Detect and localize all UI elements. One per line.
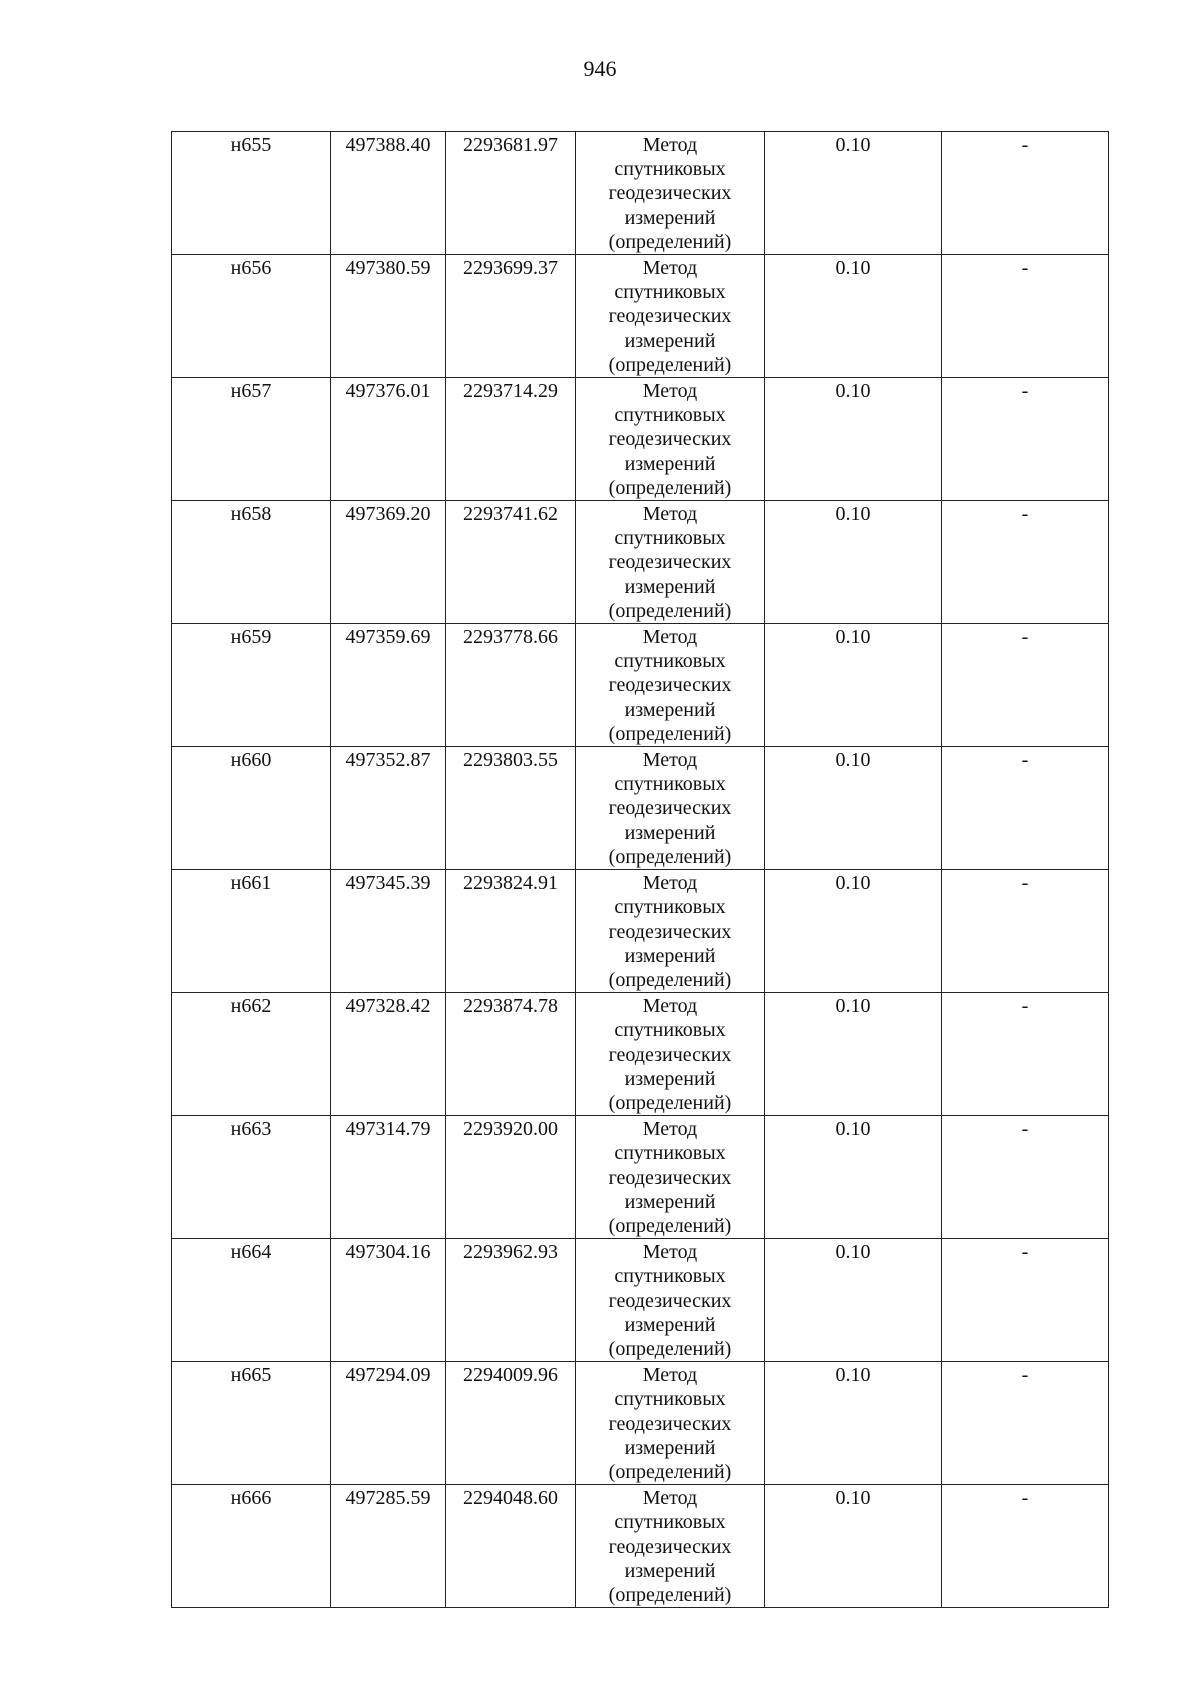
accuracy-cell: 0.10 xyxy=(765,747,942,870)
method-cell xyxy=(576,378,765,501)
x-coordinate-cell: 497345.39 xyxy=(331,870,446,993)
y-coordinate-cell: 2293699.37 xyxy=(446,255,576,378)
method-cell xyxy=(576,255,765,378)
x-coordinate-cell: 497380.59 xyxy=(331,255,446,378)
method-text: Метод спутниковых геодезических измерений (определений) xyxy=(608,380,732,499)
table-row xyxy=(172,747,1109,870)
method-cell xyxy=(576,132,765,255)
accuracy-cell: 0.10 xyxy=(765,378,942,501)
accuracy-cell: 0.10 xyxy=(765,870,942,993)
x-coordinate-cell: 497359.69 xyxy=(331,624,446,747)
coordinates-table xyxy=(171,131,1109,1608)
page-number: 946 xyxy=(583,56,617,81)
point-name-cell: н662 xyxy=(172,993,331,1116)
description-cell: - xyxy=(942,255,1109,378)
point-name-cell: н658 xyxy=(172,501,331,624)
method-cell xyxy=(576,1485,765,1608)
y-coordinate-cell: 2293714.29 xyxy=(446,378,576,501)
accuracy-cell: 0.10 xyxy=(765,1116,942,1239)
accuracy-cell: 0.10 xyxy=(765,501,942,624)
x-coordinate-cell: 497352.87 xyxy=(331,747,446,870)
description-cell: - xyxy=(942,501,1109,624)
x-coordinate-cell: 497376.01 xyxy=(331,378,446,501)
method-cell xyxy=(576,993,765,1116)
table-row xyxy=(172,1116,1109,1239)
y-coordinate-cell: 2293962.93 xyxy=(446,1239,576,1362)
method-text: Метод спутниковых геодезических измерений (определений) xyxy=(608,626,732,745)
y-coordinate-cell: 2294009.96 xyxy=(446,1362,576,1485)
y-coordinate-cell: 2293920.00 xyxy=(446,1116,576,1239)
coordinates-table-body xyxy=(172,132,1109,1608)
method-text: Метод спутниковых геодезических измерений (определений) xyxy=(608,503,732,622)
x-coordinate-cell: 497328.42 xyxy=(331,993,446,1116)
table-row xyxy=(172,1485,1109,1608)
description-cell: - xyxy=(942,747,1109,870)
table-row xyxy=(172,624,1109,747)
x-coordinate-cell: 497369.20 xyxy=(331,501,446,624)
y-coordinate-cell: 2293741.62 xyxy=(446,501,576,624)
method-text: Метод спутниковых геодезических измерений (определений) xyxy=(608,1364,732,1483)
method-text: Метод спутниковых геодезических измерений (определений) xyxy=(608,134,732,253)
table-row xyxy=(172,255,1109,378)
point-name-cell: н661 xyxy=(172,870,331,993)
method-cell xyxy=(576,747,765,870)
point-name-cell: н659 xyxy=(172,624,331,747)
table-row xyxy=(172,1239,1109,1362)
point-name-cell: н657 xyxy=(172,378,331,501)
point-name-cell: н665 xyxy=(172,1362,331,1485)
method-cell xyxy=(576,1116,765,1239)
accuracy-cell: 0.10 xyxy=(765,132,942,255)
method-text: Метод спутниковых геодезических измерений (определений) xyxy=(608,1118,732,1237)
point-name-cell: н663 xyxy=(172,1116,331,1239)
description-cell: - xyxy=(942,378,1109,501)
x-coordinate-cell: 497314.79 xyxy=(331,1116,446,1239)
y-coordinate-cell: 2293778.66 xyxy=(446,624,576,747)
method-cell xyxy=(576,501,765,624)
table-row xyxy=(172,132,1109,255)
y-coordinate-cell: 2293803.55 xyxy=(446,747,576,870)
y-coordinate-cell: 2293681.97 xyxy=(446,132,576,255)
description-cell: - xyxy=(942,1116,1109,1239)
description-cell: - xyxy=(942,132,1109,255)
table-row xyxy=(172,870,1109,993)
method-text: Метод спутниковых геодезических измерений (определений) xyxy=(608,1487,732,1606)
description-cell: - xyxy=(942,624,1109,747)
point-name-cell: н660 xyxy=(172,747,331,870)
y-coordinate-cell: 2293824.91 xyxy=(446,870,576,993)
description-cell: - xyxy=(942,1362,1109,1485)
accuracy-cell: 0.10 xyxy=(765,1485,942,1608)
table-row xyxy=(172,993,1109,1116)
method-text: Метод спутниковых геодезических измерений (определений) xyxy=(608,995,732,1114)
accuracy-cell: 0.10 xyxy=(765,255,942,378)
method-cell xyxy=(576,1239,765,1362)
x-coordinate-cell: 497388.40 xyxy=(331,132,446,255)
x-coordinate-cell: 497285.59 xyxy=(331,1485,446,1608)
description-cell: - xyxy=(942,993,1109,1116)
accuracy-cell: 0.10 xyxy=(765,624,942,747)
point-name-cell: н656 xyxy=(172,255,331,378)
method-cell xyxy=(576,870,765,993)
y-coordinate-cell: 2294048.60 xyxy=(446,1485,576,1608)
method-text: Метод спутниковых геодезических измерений (определений) xyxy=(608,872,732,991)
method-cell xyxy=(576,1362,765,1485)
point-name-cell: н664 xyxy=(172,1239,331,1362)
table-row xyxy=(172,378,1109,501)
x-coordinate-cell: 497304.16 xyxy=(331,1239,446,1362)
accuracy-cell: 0.10 xyxy=(765,993,942,1116)
method-text: Метод спутниковых геодезических измерений (определений) xyxy=(608,749,732,868)
y-coordinate-cell: 2293874.78 xyxy=(446,993,576,1116)
point-name-cell: н666 xyxy=(172,1485,331,1608)
accuracy-cell: 0.10 xyxy=(765,1239,942,1362)
accuracy-cell: 0.10 xyxy=(765,1362,942,1485)
table-row xyxy=(172,1362,1109,1485)
description-cell: - xyxy=(942,1239,1109,1362)
x-coordinate-cell: 497294.09 xyxy=(331,1362,446,1485)
description-cell: - xyxy=(942,1485,1109,1608)
method-text: Метод спутниковых геодезических измерений (определений) xyxy=(608,257,732,376)
description-cell: - xyxy=(942,870,1109,993)
point-name-cell: н655 xyxy=(172,132,331,255)
table-row xyxy=(172,501,1109,624)
method-text: Метод спутниковых геодезических измерений (определений) xyxy=(608,1241,732,1360)
method-cell xyxy=(576,624,765,747)
